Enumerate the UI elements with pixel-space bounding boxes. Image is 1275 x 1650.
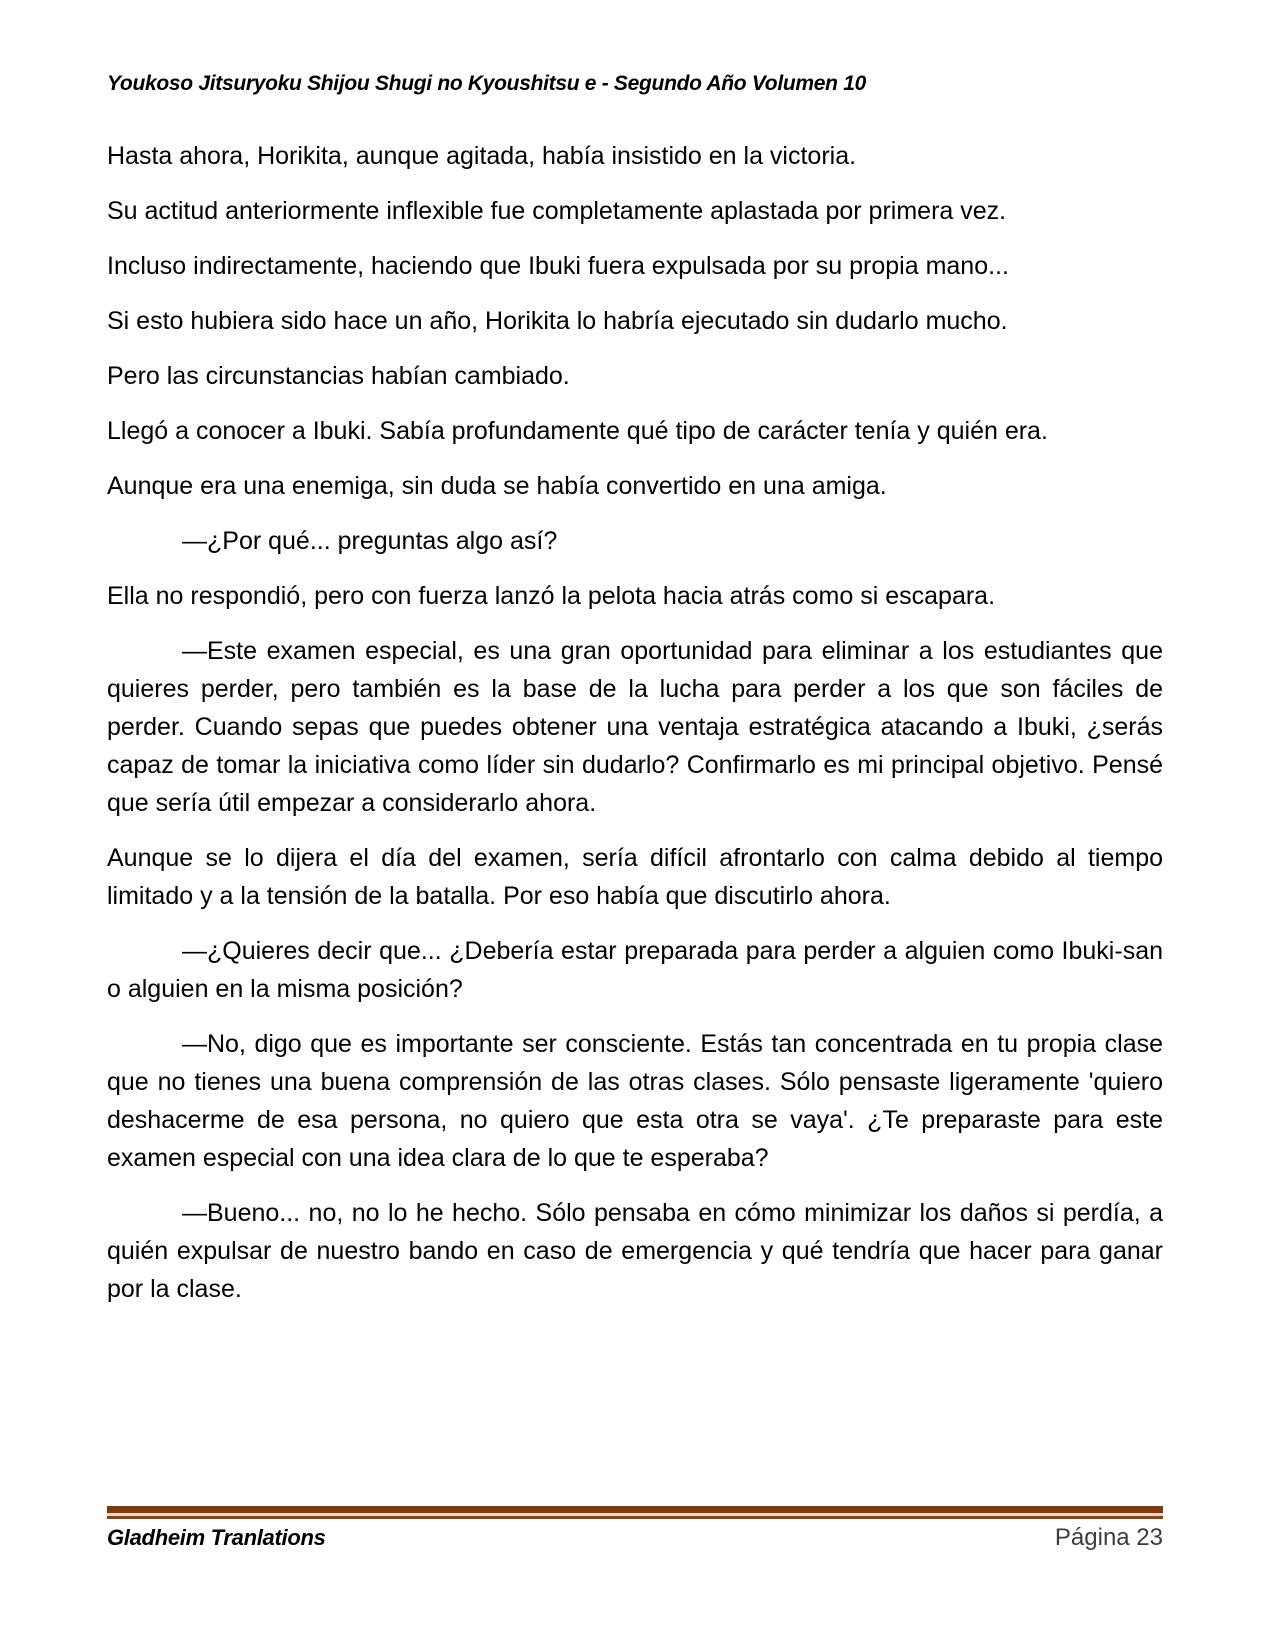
paragraph: —Este examen especial, es una gran oportunidad para eliminar a los estudiantes que quieres perder, pero también es la base de la lucha para perder a los que son fáciles de perder. Cuando sepas que puedes obtener una ventaja estratégica atacando a Ibuki, ¿serás capaz de tomar la iniciativa como líder sin dudarlo? Confirmarlo es mi principal objetivo. Pensé que sería útil empezar a considerarlo ahora. (107, 637, 1163, 817)
footer-page-number: Página 23 (1054, 1524, 1163, 1551)
document-header-title: Youkoso Jitsuryoku Shijou Shugi no Kyoushitsu e - Segundo Año Volumen 10 (107, 72, 866, 95)
paragraph: Su actitud anteriormente inflexible fue completamente aplastada por primera vez. (107, 197, 1007, 225)
paragraph: —¿Por qué... preguntas algo así? (182, 527, 558, 555)
paragraph: Hasta ahora, Horikita, aunque agitada, había insistido en la victoria. (107, 142, 857, 170)
footer-divider-thick-line (107, 1506, 1163, 1513)
footer-divider (107, 1506, 1163, 1519)
paragraph: Si esto hubiera sido hace un año, Horikita lo habría ejecutado sin dudarlo mucho. (107, 307, 1008, 335)
paragraph: Aunque se lo dijera el día del examen, sería difícil afrontarlo con calma debido al tiempo limitado y a la tensión de la batalla. Por eso había que discutirlo ahora. (107, 844, 1163, 910)
paragraph: Pero las circunstancias habían cambiado. (107, 362, 570, 390)
document-body (107, 137, 1163, 1325)
paragraph: —Bueno... no, no lo he hecho. Sólo pensaba en cómo minimizar los daños si perdía, a quién expulsar de nuestro bando en caso de emergencia y qué tendría que hacer para ganar por la clase. (107, 1199, 1163, 1303)
paragraph: Llegó a conocer a Ibuki. Sabía profundamente qué tipo de carácter tenía y quién era. (107, 417, 1048, 445)
paragraph: —¿Quieres decir que... ¿Debería estar preparada para perder a alguien como Ibuki-san o alguien en la misma posición? (107, 937, 1163, 1003)
paragraph: —No, digo que es importante ser consciente. Estás tan concentrada en tu propia clase que no tienes una buena comprensión de las otras clases. Sólo pensaste ligeramente 'quiero deshacerme de esa persona, no quiero que esta otra se vaya'. ¿Te preparaste para este examen especial con una idea clara de lo que te esperaba? (107, 1030, 1163, 1172)
footer-divider-thin-line (107, 1516, 1163, 1519)
footer-translator-credit: Gladheim Tranlations (107, 1525, 326, 1550)
paragraph: Aunque era una enemiga, sin duda se había convertido en una amiga. (107, 472, 887, 500)
paragraph: Incluso indirectamente, haciendo que Ibuki fuera expulsada por su propia mano... (107, 252, 1009, 280)
paragraph: Ella no respondió, pero con fuerza lanzó la pelota hacia atrás como si escapara. (107, 582, 996, 610)
document-footer (107, 1524, 1163, 1552)
